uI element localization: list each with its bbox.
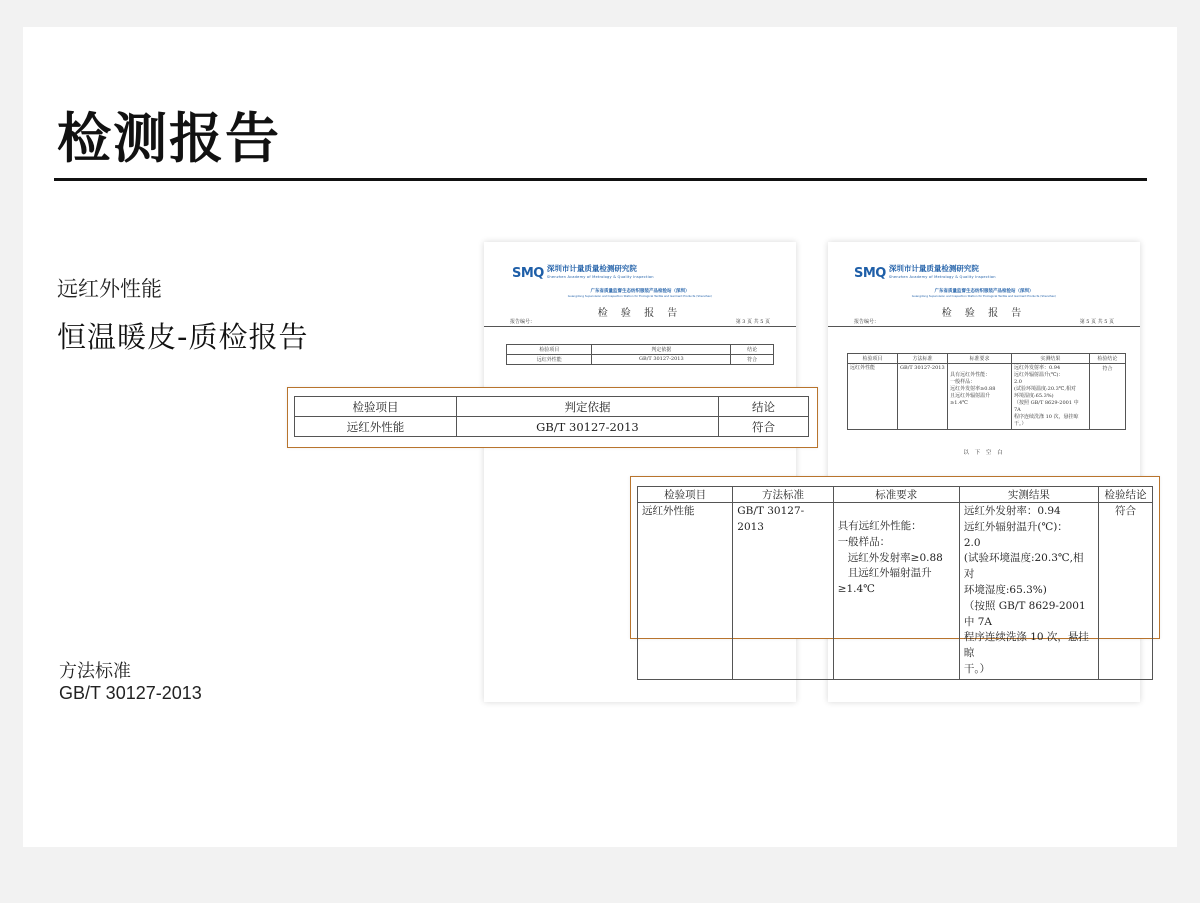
table-header: 实测结果 bbox=[959, 487, 1098, 503]
org-name-cn: 深圳市计量质量检测研究院 bbox=[546, 264, 637, 273]
report-meta bbox=[854, 318, 1114, 325]
requirement-cell bbox=[833, 503, 959, 680]
result-line: 程序连续洗涤 10 次，悬挂晾 bbox=[963, 631, 1089, 660]
org-station-line: 广东省质量监督生态纺织服装产品检验站（深圳） bbox=[934, 289, 1034, 294]
result-line: 远红外发射率：0.94 bbox=[1014, 365, 1061, 371]
table-row bbox=[638, 503, 1153, 680]
requirement-line: 且远红外辐射温升 bbox=[950, 393, 991, 399]
result-line: 程序连续洗涤 10 次，悬挂晾 bbox=[1014, 414, 1079, 420]
table-cell: 远红外性能 bbox=[848, 364, 898, 430]
table-cell: 远红外性能 bbox=[638, 503, 733, 680]
page-title: 检测报告 bbox=[57, 107, 281, 170]
result-line: （按照 GB/T 8629-2001 中 7A bbox=[963, 599, 1086, 628]
table-row bbox=[295, 417, 809, 437]
table-header: 结论 bbox=[719, 397, 809, 417]
requirement-line: 一般样品： bbox=[950, 379, 976, 385]
report-no-label: 报告编号： bbox=[510, 319, 536, 325]
table-header: 标准要求 bbox=[948, 354, 1012, 364]
result-line: 干。） bbox=[1014, 421, 1027, 427]
table-header: 检验结论 bbox=[1098, 487, 1152, 503]
table-row bbox=[507, 355, 774, 365]
requirement-line: 远红外发射率≥0.88 bbox=[847, 551, 943, 564]
zoom-table bbox=[294, 396, 809, 437]
table-header: 检验项目 bbox=[638, 487, 733, 503]
table-cell: GB/T 30127-2013 bbox=[592, 355, 731, 365]
org-station-line: 广东省质量监督生态纺织服装产品检验站（深圳） bbox=[590, 289, 690, 294]
result-line: （按照 GB/T 8629-2001 中 7A bbox=[1014, 400, 1079, 413]
result-line: 环境湿度:65.3%) bbox=[963, 583, 1047, 596]
org-name bbox=[889, 264, 996, 282]
table-header: 检验项目 bbox=[507, 345, 592, 355]
result-line: (试验环境温度:20.3℃,相对 bbox=[1014, 386, 1076, 392]
requirement-cell bbox=[948, 364, 1012, 430]
product-heading: 恒温暖皮-质检报告 bbox=[57, 320, 309, 354]
table-header-row bbox=[638, 487, 1153, 503]
report-table bbox=[847, 353, 1126, 430]
result-line: 远红外发射率：0.94 bbox=[963, 505, 1061, 517]
report-table bbox=[506, 344, 774, 365]
org-name-en: Shenzhen Academy of Metrology & Quality Inspection bbox=[546, 275, 654, 279]
zoom-callout-results bbox=[630, 476, 1160, 675]
result-line: 远红外辐射温升(℃)： bbox=[1014, 372, 1064, 378]
report-meta bbox=[510, 318, 770, 325]
table-header: 结论 bbox=[731, 345, 774, 355]
table-cell: GB/T 30127-2013 bbox=[456, 417, 718, 437]
table-cell: 符合 bbox=[1098, 503, 1152, 680]
table-header: 标准要求 bbox=[833, 487, 959, 503]
org-station-line-en: Guangdong Supervision and Inspection Station for Ecological Textile and Garment Products (Shenzhen) bbox=[911, 294, 1057, 298]
table-cell: GB/T 30127-2013 bbox=[733, 503, 833, 680]
table-cell: 符合 bbox=[719, 417, 809, 437]
result-line: (试验环境温度:20.3℃,相对 bbox=[963, 552, 1084, 581]
report-endnote: 以 下 空 白 bbox=[963, 450, 1005, 456]
table-header: 检验项目 bbox=[295, 397, 457, 417]
table-header: 判定依据 bbox=[456, 397, 718, 417]
table-cell: 远红外性能 bbox=[507, 355, 592, 365]
table-cell: GB/T 30127-2013 bbox=[898, 364, 948, 430]
table-header-row bbox=[507, 345, 774, 355]
smq-logo: SMQ bbox=[512, 265, 544, 281]
page-info: 第 3 页 共 5 页 bbox=[735, 319, 770, 325]
result-line: 2.0 bbox=[1014, 379, 1022, 385]
report-title: 检 验 报 告 bbox=[941, 308, 1027, 319]
org-name-cn: 深圳市计量质量检测研究院 bbox=[888, 264, 979, 273]
zoom-callout-conclusion bbox=[287, 387, 818, 448]
result-line: 环境湿度:65.3%) bbox=[1014, 393, 1054, 399]
table-header-row bbox=[295, 397, 809, 417]
org-name-en: Shenzhen Academy of Metrology & Quality Inspection bbox=[888, 275, 996, 279]
method-standard-label: 方法标准 bbox=[59, 661, 131, 682]
requirement-line: 具有远红外性能： bbox=[837, 520, 922, 532]
requirement-line: 远红外发射率≥0.88 bbox=[950, 386, 996, 392]
result-line: 远红外辐射温升(℃)： bbox=[963, 520, 1068, 533]
requirement-line: ≥1.4℃ bbox=[950, 400, 968, 406]
result-line: 2.0 bbox=[963, 536, 981, 549]
table-cell: 符合 bbox=[731, 355, 774, 365]
result-cell bbox=[959, 503, 1098, 680]
requirement-line: 具有远红外性能： bbox=[950, 372, 991, 378]
smq-header bbox=[512, 263, 654, 283]
requirement-line: ≥1.4℃ bbox=[837, 583, 875, 596]
table-row bbox=[848, 364, 1126, 430]
table-header: 方法标准 bbox=[733, 487, 833, 503]
requirement-line: 且远红外辐射温升 bbox=[847, 567, 932, 580]
report-no-label: 报告编号： bbox=[854, 319, 880, 325]
result-line: 干。） bbox=[963, 662, 991, 675]
table-header: 实测结果 bbox=[1012, 354, 1090, 364]
table-header: 方法标准 bbox=[898, 354, 948, 364]
smq-header bbox=[854, 263, 996, 283]
org-station-line-en: Guangdong Supervision and Inspection Station for Ecological Textile and Garment Products (Shenzhen) bbox=[567, 294, 713, 298]
table-header: 判定依据 bbox=[592, 345, 731, 355]
page-info: 第 5 页 共 5 页 bbox=[1079, 319, 1114, 325]
title-divider bbox=[54, 178, 1147, 181]
org-name bbox=[547, 264, 654, 282]
table-header: 检验结论 bbox=[1089, 354, 1125, 364]
table-header-row bbox=[848, 354, 1126, 364]
smq-logo: SMQ bbox=[854, 265, 886, 281]
report-rule bbox=[828, 326, 1140, 327]
table-cell: 符合 bbox=[1089, 364, 1125, 430]
requirement-line: 一般样品： bbox=[837, 535, 891, 548]
table-cell: 远红外性能 bbox=[295, 417, 457, 437]
zoom-table bbox=[637, 486, 1153, 680]
section-subtitle: 远红外性能 bbox=[57, 277, 162, 301]
method-standard-value: GB/T 30127-2013 bbox=[59, 683, 202, 703]
result-cell bbox=[1012, 364, 1090, 430]
report-rule bbox=[484, 326, 796, 327]
table-header: 检验项目 bbox=[848, 354, 898, 364]
report-title: 检 验 报 告 bbox=[597, 308, 683, 319]
